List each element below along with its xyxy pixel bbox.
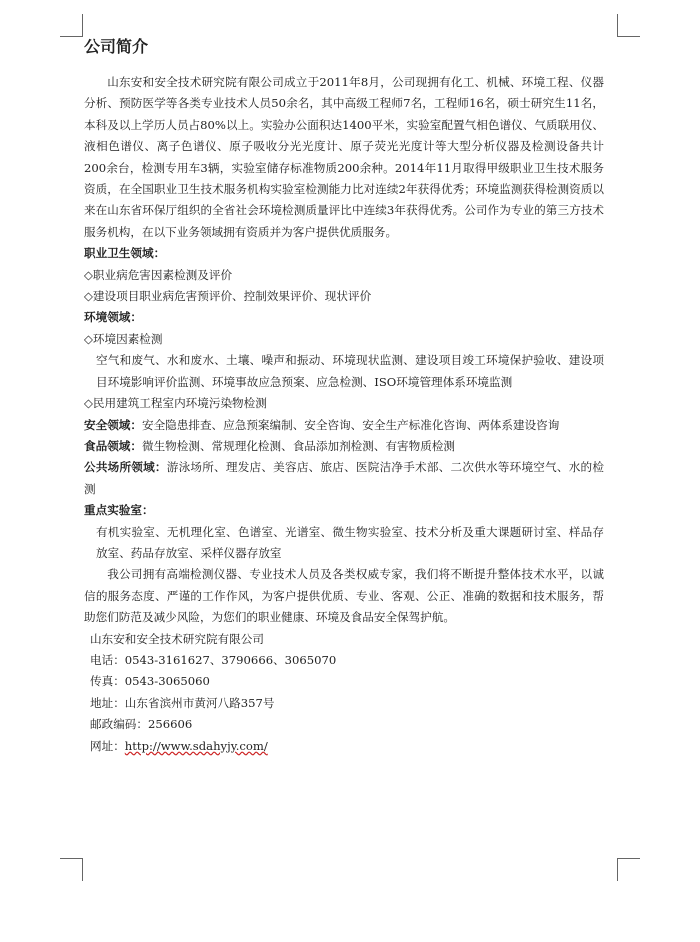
safety-text: 安全隐患排查、应急预案编制、安全咨询、安全生产标准化咨询、两体系建设咨询 (141, 417, 560, 432)
public-section (84, 457, 604, 500)
contact-website (84, 736, 604, 757)
crop-mark-top-left (60, 14, 83, 37)
contact-address: 地址：山东省滨州市黄河八路357号 (90, 695, 275, 710)
environment-heading: 环境领域： (84, 310, 142, 325)
food-section (84, 436, 604, 457)
crop-mark-bottom-right (617, 858, 640, 881)
public-heading: 公共场所领域： (84, 460, 167, 475)
environment-item-1-detail: 空气和废气、水和废水、土壤、噪声和振动、环境现状监测、建设项目竣工环境保护验收、建设项目环境影响评价监测、环境事故应急预案、应急检测、ISO环境管理体系环境监测 (96, 353, 604, 389)
occupational-heading: 职业卫生领域： (84, 246, 166, 261)
safety-heading: 安全领域： (84, 417, 142, 432)
public-text: 游泳场所、理发店、美容店、旅店、医院洁净手术部、二次供水等环境空气、水的检测 (84, 460, 604, 496)
food-text: 微生物检测、常规理化检测、食品添加剂检测、有害物质检测 (141, 438, 456, 453)
crop-mark-top-right (617, 14, 640, 37)
page-title: 公司简介 (84, 37, 149, 56)
intro-paragraph: 山东安和安全技术研究院有限公司成立于2011年8月，公司现拥有化工、机械、环境工程、仪器分析、预防医学等各类专业技术人员50余名，其中高级工程师7名，工程师16名，硕士研究生11名，本科及以上学历人员占80%以上。实验办公面积达1400平米，实验室配置气相色谱仪、气质联用仪、液相色谱仪、离子色谱仪、原子吸收分光光度计、原子荧光光度计等大型分析仪器及检测设备共计200余台，检测专用车3辆，实验室储存标准物质200余种。2014年11月取得甲级职业卫生技术服务资质，在全国职业卫生技术服务机构实验室检测能力比对连续2年获得优秀；环境监测获得检测资质以来在山东省环保厅组织的全省社会环境检测质量评比中连续3年获得优秀。公司作为专业的第三方技术服务机构，在以下业务领域拥有资质并为客户提供优质服务。 (84, 75, 604, 239)
crop-mark-bottom-left (60, 858, 83, 881)
contact-phone: 电话：0543-3161627、3790666、3065070 (90, 652, 337, 667)
document-body (84, 36, 604, 757)
website-label: 网址： (90, 738, 125, 753)
environment-item-2: ◇民用建筑工程室内环境污染物检测 (84, 396, 267, 411)
labs-text: 有机实验室、无机理化室、色谱室、光谱室、微生物实验室、技术分析及重大课题研讨室、样品存放室、药品存放室、采样仪器存放室 (96, 524, 604, 560)
contact-postcode: 邮政编码：256606 (90, 717, 193, 732)
food-heading: 食品领域： (84, 438, 142, 453)
labs-heading: 重点实验室： (84, 503, 154, 518)
contact-company: 山东安和安全技术研究院有限公司 (90, 631, 264, 646)
contact-fax: 传真：0543-3065060 (90, 674, 210, 689)
occupational-item-1: ◇职业病危害因素检测及评价 (84, 267, 233, 282)
closing-paragraph: 我公司拥有高端检测仪器、专业技术人员及各类权威专家，我们将不断提升整体技术水平，以诚信的服务态度、严谨的工作作风，为客户提供优质、专业、客观、公正、准确的数据和技术服务，帮助您们防范及减少风险，为您们的职业健康、环境及食品安全保驾护航。 (84, 567, 604, 625)
safety-section (84, 415, 604, 436)
occupational-item-2: ◇建设项目职业病危害预评价、控制效果评价、现状评价 (84, 289, 372, 304)
environment-item-1: ◇环境因素检测 (84, 331, 163, 346)
website-link[interactable]: http://www.sdahyjy.com/ (124, 738, 268, 753)
